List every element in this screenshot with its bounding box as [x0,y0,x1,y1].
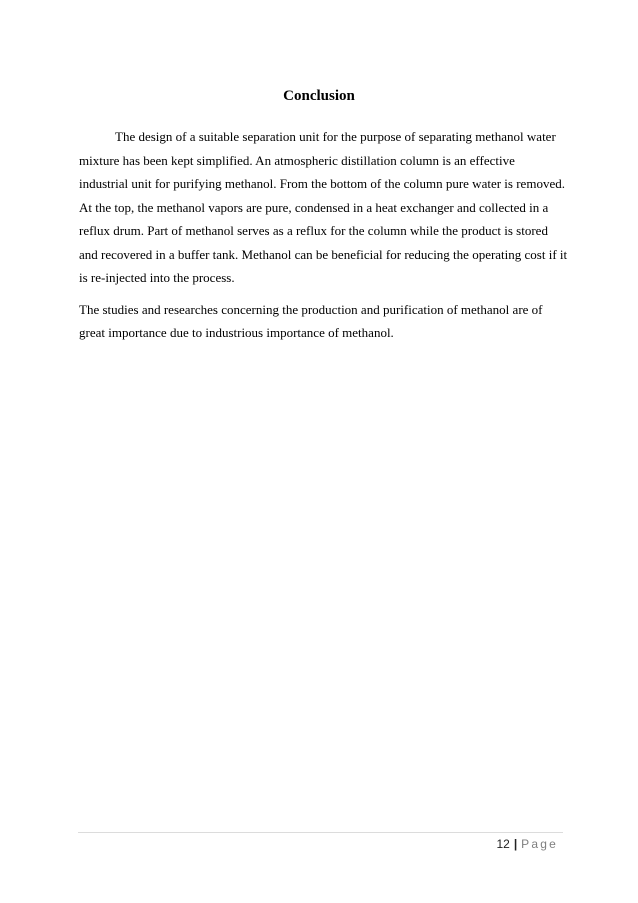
paragraph-line: is re-injected into the process. [79,270,235,285]
paragraph-line: mixture has been kept simplified. An atmospheric distillation column is an effective [79,152,515,168]
page-label: Page [521,837,558,851]
page-footer [496,837,558,851]
page-title: Conclusion [283,88,355,104]
paragraph-line: industrial unit for purifying methanol. From the bottom of the column pure water is removed. [79,176,565,191]
paragraph-line: At the top, the methanol vapors are pure, condensed in a heat exchanger and collected in a [79,199,549,215]
footer-divider [78,832,563,833]
paragraph-line: The studies and researches concerning the production and purification of methanol are of [79,301,543,317]
paragraph [79,298,563,345]
paragraph-line: reflux drum. Part of methanol serves as a reflux for the column while the product is stored [79,223,548,238]
paragraph-line: great importance due to industrious importance of methanol. [79,325,394,340]
document-body [79,125,568,345]
paragraph [79,125,568,290]
paragraph-line: The design of a suitable separation unit for the purpose of separating methanol water [115,129,556,144]
paragraph-spacer [79,290,563,298]
paragraph-line: and recovered in a buffer tank. Methanol can be beneficial for reducing the operating cost if it [79,246,568,262]
page-number: 12 [496,837,510,851]
footer-separator: | [513,837,518,851]
